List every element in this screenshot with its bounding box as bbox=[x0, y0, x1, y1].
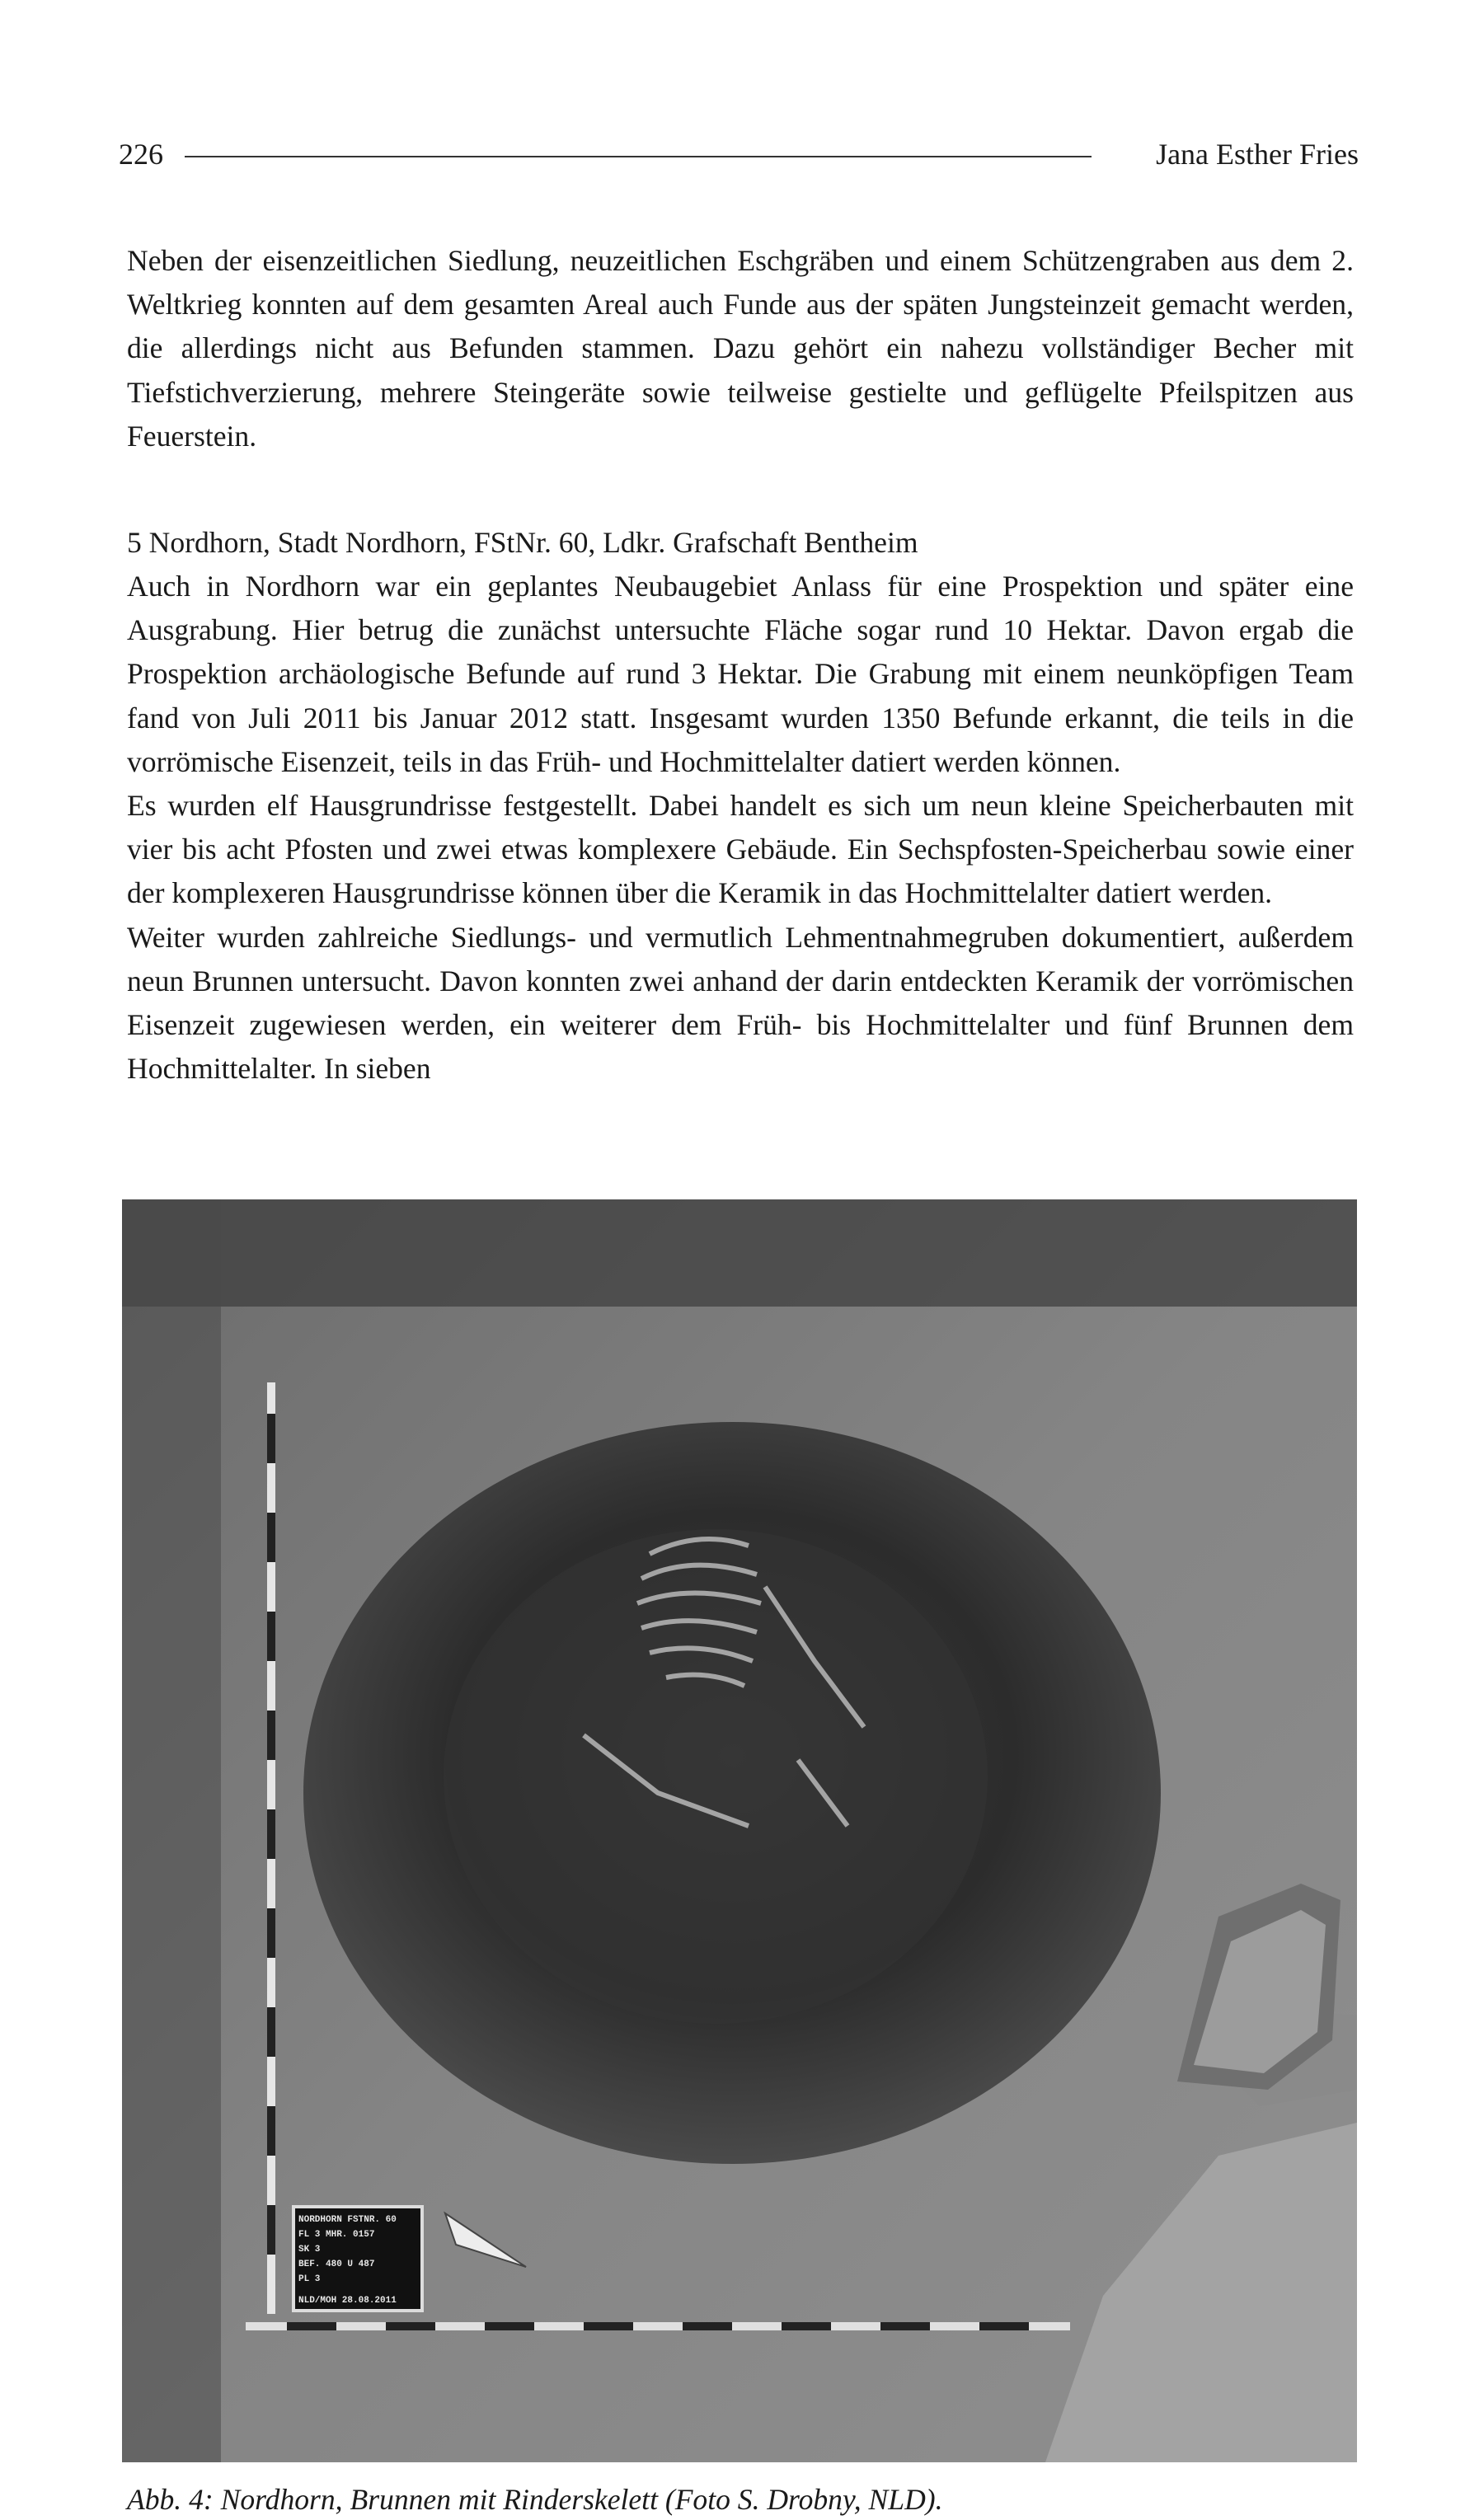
board-line-3: SK 3 bbox=[298, 2245, 321, 2255]
paragraph-text: Weiter wurden zahlreiche Siedlungs- und vermutlich Lehmentnahmegruben dokumentiert, außerdem neun Brunnen untersucht. Davon konnten zwei anhand der darin entdeckten Keramik der vorrömischen Eisenzeit zugewiesen werden, ein weiterer dem Früh- bis Hochmittelalter und fünf Brunnen dem Hochmittelalter. In sieben bbox=[127, 920, 1354, 1086]
board-line-4: BEF. 480 U 487 bbox=[298, 2260, 375, 2269]
body-paragraph-1 bbox=[127, 239, 1354, 458]
page-header bbox=[119, 135, 1359, 173]
board-line-1: NORDHORN FSTNR. 60 bbox=[298, 2215, 397, 2225]
board-line-6: NLD/MOH 28.08.2011 bbox=[298, 2296, 397, 2306]
paragraph-text: Neben der eisenzeitlichen Siedlung, neuzeitlichen Eschgräben und einem Schützengraben aus dem 2. Weltkrieg konnten auf dem gesamten Areal auch Funde aus der späten Jungsteinzeit gemacht werden, die allerdings nicht aus Befunden stammen. Dazu gehört ein nahezu vollständiger Becher mit Tiefstichverzierung, mehrere Steingeräte sowie teilweise gestielte und geflügelte Pfeilspitzen aus Feuerstein. bbox=[127, 244, 1354, 453]
excavation-photo bbox=[122, 1199, 1357, 2462]
header-rule bbox=[185, 156, 1092, 157]
paragraph-text: Es wurden elf Hausgrundrisse festgestellt. Dabei handelt es sich um neun kleine Speicherbauten mit vier bis acht Pfosten und zwei etwas komplexere Gebäude. Ein Sechspfosten-Speicherbau sowie einer der komplexeren Hausgrundrisse können über die Keramik in das Hochmittelalter datiert werden. bbox=[127, 789, 1354, 910]
body-paragraphs bbox=[127, 565, 1354, 1091]
section-heading: 5 Nordhorn, Stadt Nordhorn, FStNr. 60, Ldkr. Grafschaft Bentheim bbox=[127, 526, 918, 559]
board-line-5: PL 3 bbox=[298, 2274, 321, 2284]
finds-board bbox=[293, 2207, 422, 2311]
board-line-2: FL 3 MHR. 0157 bbox=[298, 2230, 375, 2240]
paragraph-text: Auch in Nordhorn war ein geplantes Neubaugebiet Anlass für eine Prospektion und später eine Ausgrabung. Hier betrug die zunächst untersuchte Fläche sogar rund 10 Hektar. Davon ergab die Prospektion archäologische Befunde auf rund 3 Hektar. Die Grabung mit einem neunköpfigen Team fand von Juli 2011 bis Januar 2012 statt. Insgesamt wurden 1350 Befunde erkannt, die teils in die vorrömische Eisenzeit, teils in das Früh- und Hochmittelalter datiert werden können. bbox=[127, 570, 1354, 778]
running-head-author: Jana Esther Fries bbox=[1156, 138, 1359, 171]
figure-caption: Abb. 4: Nordhorn, Brunnen mit Rinderskelett (Foto S. Drobny, NLD). bbox=[127, 2483, 943, 2516]
page-number: 226 bbox=[119, 138, 163, 171]
